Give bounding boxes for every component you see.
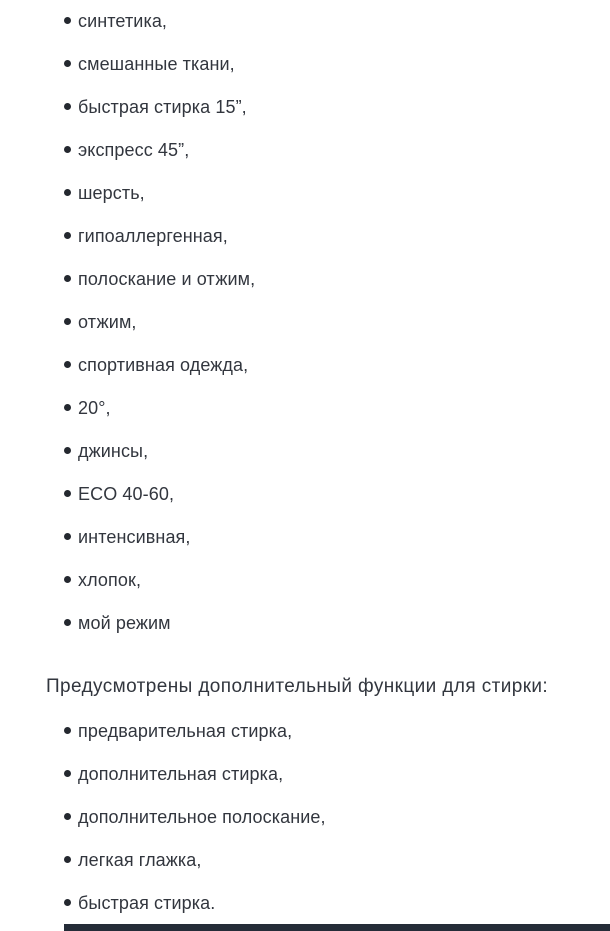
list-item: [46, 440, 600, 462]
list-item: [46, 483, 600, 505]
list-item-label: джинсы,: [78, 441, 149, 461]
list-item-label: интенсивная,: [78, 527, 191, 547]
list-item-label: дополнительное полоскание,: [78, 807, 326, 827]
list-item-label: шерсть,: [78, 183, 145, 203]
cut-off-dark-section-edge: [64, 924, 610, 931]
list-item-label: смешанные ткани,: [78, 54, 235, 74]
list-item: [46, 892, 600, 914]
bullet-icon: [64, 189, 71, 196]
list-item-label: экспресс 45”,: [78, 140, 190, 160]
list-item: [46, 720, 600, 742]
list-item: [46, 311, 600, 333]
list-item-label: ECO 40-60,: [78, 484, 175, 504]
list-item-label: гипоаллергенная,: [78, 226, 228, 246]
bullet-icon: [64, 275, 71, 282]
bullet-icon: [64, 899, 71, 906]
list-item-label: мой режим: [78, 613, 171, 633]
list-item: [46, 569, 600, 591]
list-item: [46, 96, 600, 118]
bullet-icon: [64, 533, 71, 540]
bullet-icon: [64, 146, 71, 153]
bullet-icon: [64, 103, 71, 110]
list-item-label: легкая глажка,: [78, 850, 202, 870]
list-item-label: хлопок,: [78, 570, 142, 590]
bullet-icon: [64, 17, 71, 24]
list-item: [46, 354, 600, 376]
bullet-icon: [64, 813, 71, 820]
wash-programs-list: [46, 10, 600, 634]
list-item-label: дополнительная стирка,: [78, 764, 284, 784]
bullet-icon: [64, 447, 71, 454]
bullet-icon: [64, 490, 71, 497]
list-item-label: синтетика,: [78, 11, 168, 31]
list-item: [46, 225, 600, 247]
list-item: [46, 526, 600, 548]
list-item: [46, 849, 600, 871]
list-item: [46, 139, 600, 161]
list-item: [46, 268, 600, 290]
bullet-icon: [64, 404, 71, 411]
bullet-icon: [64, 232, 71, 239]
list-item: [46, 10, 600, 32]
wash-functions-list: [46, 720, 600, 914]
bullet-icon: [64, 361, 71, 368]
bullet-icon: [64, 60, 71, 67]
list-item-label: 20°,: [78, 398, 111, 418]
list-item: [46, 397, 600, 419]
list-item-label: спортивная одежда,: [78, 355, 249, 375]
bullet-icon: [64, 770, 71, 777]
list-item-label: отжим,: [78, 312, 137, 332]
bullet-icon: [64, 727, 71, 734]
bullet-icon: [64, 576, 71, 583]
list-item: [46, 612, 600, 634]
bullet-icon: [64, 856, 71, 863]
additional-functions-intro: Предусмотрены дополнительный функции для стирки:: [46, 676, 549, 697]
list-item: [46, 53, 600, 75]
bullet-icon: [64, 318, 71, 325]
list-item-label: быстрая стирка.: [78, 893, 216, 913]
list-item-label: полоскание и отжим,: [78, 269, 256, 289]
list-item-label: предварительная стирка,: [78, 721, 293, 741]
list-item: [46, 182, 600, 204]
list-item: [46, 763, 600, 785]
list-item-label: быстрая стирка 15”,: [78, 97, 247, 117]
bullet-icon: [64, 619, 71, 626]
list-item: [46, 806, 600, 828]
